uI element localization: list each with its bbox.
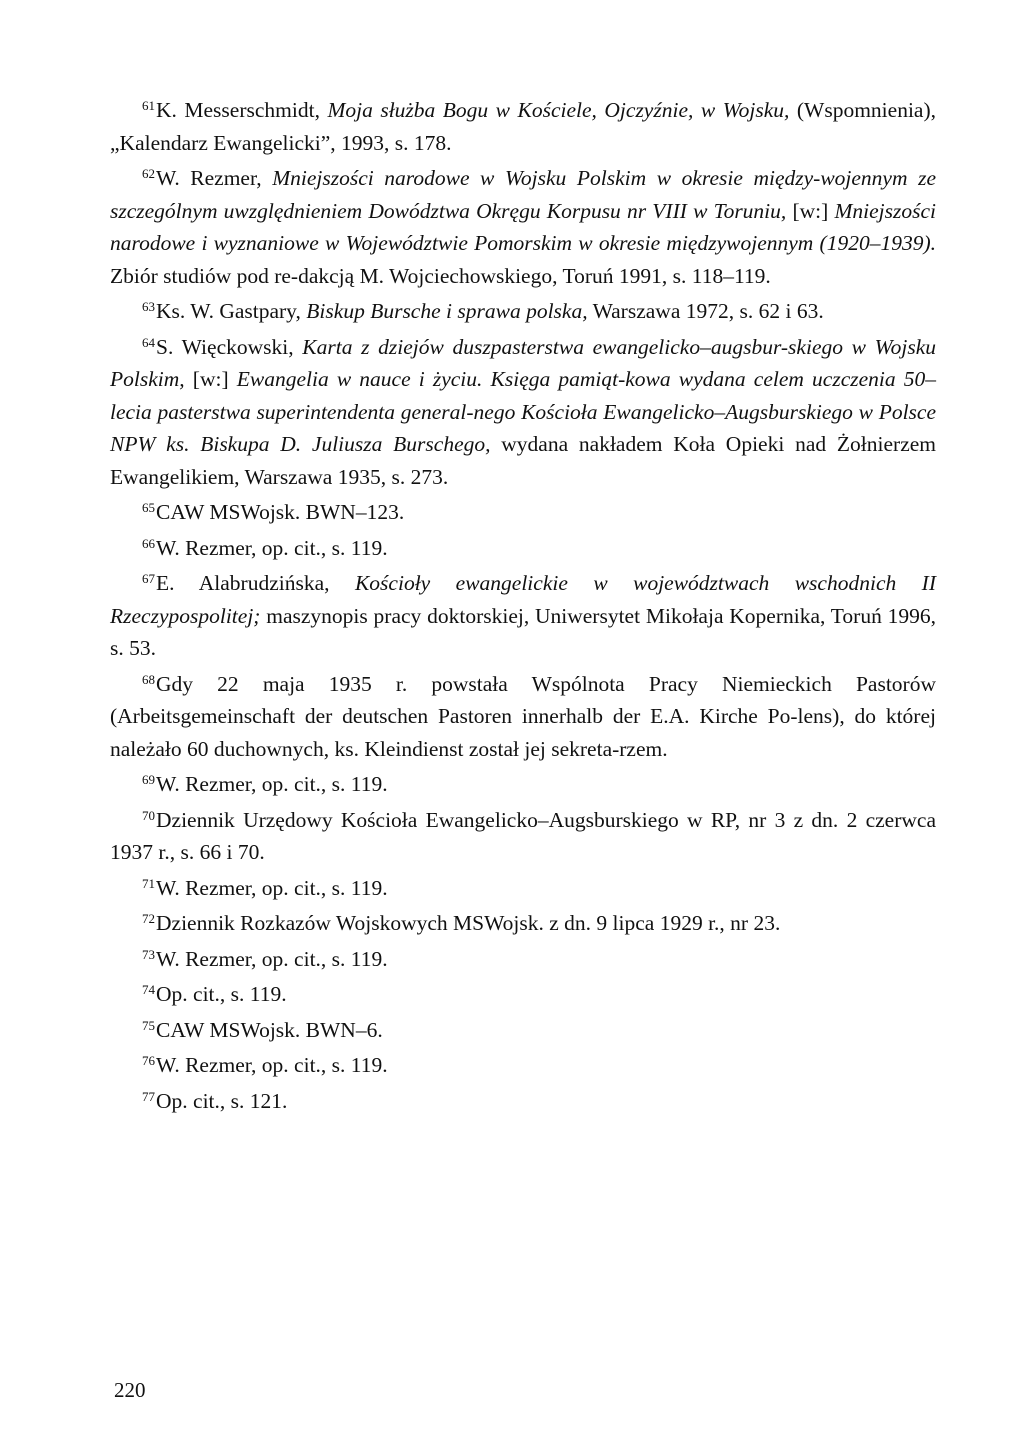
footnote-76 — [110, 1049, 936, 1082]
footnote-text: W. Rezmer, op. cit., s. 119. — [156, 1053, 388, 1077]
footnote-number: 61 — [142, 98, 155, 113]
footnote-61 — [110, 94, 936, 159]
footnotes-block — [110, 94, 936, 1120]
footnote-71 — [110, 872, 936, 905]
footnote-text: S. Więckowski, — [156, 334, 303, 359]
footnote-68 — [110, 668, 936, 766]
footnote-text: Gdy 22 maja 1935 r. powstała Wspólnota Pracy Niemieckich Pastorów (Arbeitsgemeinschaft der deutschen Pastoren innerhalb der E.A. Kirche Po-lens), do której należało 60 duchownych, ks. Kleindienst został jej sekreta-rzem. — [110, 671, 936, 761]
footnote-title: Karta z dziejów duszpasterstwa ewangelicko–augsbur-skiego w Wojsku Polskim, — [110, 334, 936, 391]
footnote-66 — [110, 532, 936, 565]
footnote-text: Op. cit., s. 121. — [156, 1088, 288, 1113]
footnote-number: 67 — [142, 571, 155, 586]
footnote-text: W. Rezmer, op. cit., s. 119. — [156, 875, 388, 900]
footnote-number: 69 — [142, 772, 155, 787]
footnote-text: W. Rezmer, op. cit., s. 119. — [156, 772, 388, 796]
footnote-74 — [110, 978, 936, 1011]
footnote-text: Dziennik Urzędowy Kościoła Ewangelicko–Augsburskiego w RP, nr 3 z dn. 2 czerwca 1937 r., s. 66 i 70. — [110, 807, 936, 864]
footnote-63 — [110, 295, 936, 328]
footnote-text: Op. cit., s. 119. — [156, 982, 287, 1006]
footnote-72 — [110, 907, 936, 940]
footnote-number: 63 — [142, 299, 155, 314]
footnote-text: maszynopis pracy doktorskiej, Uniwersytet Mikołaja Kopernika, Toruń 1996, s. 53. — [110, 603, 936, 660]
footnote-number: 75 — [142, 1017, 155, 1033]
footnote-text: E. Alabrudzińska, — [156, 571, 355, 595]
footnote-number: 76 — [142, 1053, 155, 1068]
footnote-65 — [110, 496, 936, 529]
footnote-text: Warszawa 1972, s. 62 i 63. — [587, 299, 824, 323]
footnote-text: CAW MSWojsk. BWN–123. — [156, 500, 405, 524]
footnote-75 — [110, 1014, 936, 1047]
footnote-number: 74 — [142, 982, 155, 997]
footnote-text: (Wspomnienia), „Kalendarz Ewangelicki”, 1993, s. 178. — [110, 98, 936, 155]
footnote-number: 64 — [142, 334, 155, 350]
footnote-title: Mniejszości narodowe i wyznaniowe w Województwie Pomorskim w okresie międzywojennym (1920–1939). — [110, 198, 936, 255]
footnote-67 — [110, 567, 936, 665]
footnote-title: Kościoły ewangelickie w województwach wschodnich II Rzeczypospolitej; — [110, 571, 936, 628]
footnote-number: 72 — [142, 911, 155, 926]
footnote-title: Biskup Bursche i sprawa polska, — [306, 299, 588, 323]
footnote-70 — [110, 804, 936, 869]
footnote-title: Ewangelia w nauce i życiu. Księga pamiąt-kowa wydana celem uczczenia 50–lecia pasterstwa superintendenta general-nego Kościoła Ewangelicko–Augsburskiego w Polsce NPW ks. Biskupa D. Juliusza Burschego, — [110, 367, 936, 456]
footnote-number: 66 — [142, 535, 155, 551]
footnote-text: Ks. W. Gastpary, — [156, 299, 307, 323]
footnote-text: [w:] — [184, 367, 237, 391]
footnote-text: wydana nakładem Koła Opieki nad Żołnierzem Ewangelikiem, Warszawa 1935, s. 273. — [110, 432, 936, 489]
footnote-text: Zbiór studiów pod re-dakcją M. Wojciechowskiego, Toruń 1991, s. 118–119. — [110, 263, 771, 288]
footnote-77 — [110, 1085, 936, 1118]
footnote-number: 68 — [142, 671, 155, 687]
footnote-number: 73 — [142, 946, 155, 962]
footnote-number: 70 — [142, 807, 155, 823]
footnote-number: 62 — [142, 166, 155, 181]
footnote-text: Dziennik Rozkazów Wojskowych MSWojsk. z dn. 9 lipca 1929 r., nr 23. — [156, 911, 781, 935]
footnote-text: K. Messerschmidt, — [156, 98, 328, 122]
footnote-73 — [110, 943, 936, 976]
footnote-69 — [110, 768, 936, 801]
page-number: 220 — [114, 1378, 146, 1402]
footnote-text: CAW MSWojsk. BWN–6. — [156, 1017, 383, 1042]
footnote-title: Mniejszości narodowe w Wojsku Polskim w okresie między-wojennym ze szczególnym uwzględnieniem Dowództwa Okręgu Korpusu nr VIII w Toruniu, — [110, 166, 936, 223]
footnote-text: [w:] — [786, 198, 835, 223]
footnote-64 — [110, 331, 936, 494]
footnote-title: Moja służba Bogu w Kościele, Ojczyźnie, w Wojsku, — [327, 98, 790, 122]
footnote-text: W. Rezmer, — [156, 166, 273, 190]
footnote-text: W. Rezmer, op. cit., s. 119. — [156, 946, 388, 971]
footnote-62 — [110, 162, 936, 292]
footnote-text: W. Rezmer, op. cit., s. 119. — [156, 535, 388, 560]
footnote-number: 71 — [142, 875, 155, 891]
footnote-number: 77 — [142, 1088, 155, 1104]
footnote-number: 65 — [142, 500, 155, 515]
